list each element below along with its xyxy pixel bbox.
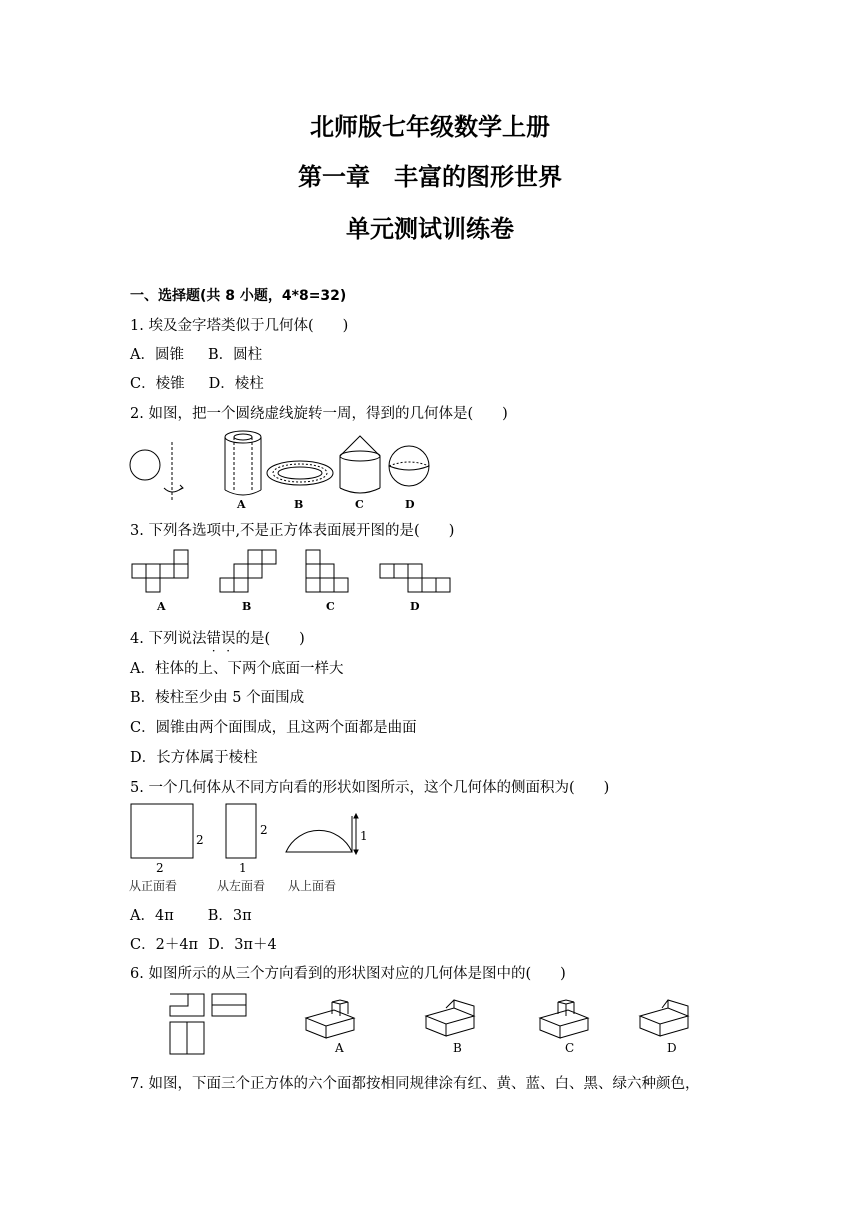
q1-options-cd (130, 372, 264, 393)
q7-stem: 7. 如图，下面三个正方体的六个面都按相同规律涂有红、黄、蓝、白、黑、绿六种颜色， (130, 1076, 700, 1092)
q6-label-c: C (565, 1041, 575, 1055)
q6-label-a: A (335, 1041, 344, 1055)
q3-net-a (132, 550, 188, 592)
q6-solid-a (306, 1000, 354, 1038)
q6-figure (160, 986, 700, 1058)
q2-stem: 2. 如图，把一个圆绕虚线旋转一周，得到的几何体是( ) (130, 406, 508, 422)
q4-emphasis-1: 错 (206, 631, 221, 647)
q5-top-view (286, 830, 352, 852)
q5-left-width: 1 (239, 861, 247, 875)
q5-left-view (226, 804, 256, 858)
q6-label-d: D (667, 1041, 677, 1055)
q5-option-d: D．3π＋4 (208, 937, 277, 953)
q4-option-a: A．柱体的上、下两个底面一样大 (130, 661, 344, 677)
q2-figure (128, 428, 448, 512)
q4-emphasis-2: 误 (220, 631, 236, 647)
q2-option-b-ring (267, 461, 333, 485)
q5-options-cd (130, 933, 277, 954)
q3-label-c: C (326, 600, 335, 613)
q5-caption-front: 从正面看 (129, 879, 178, 893)
q5-option-c: C．2＋4π (130, 937, 199, 953)
q4-option-d: D．长方体属于棱柱 (130, 750, 258, 766)
q3-net-c (306, 550, 348, 592)
q5-caption-left: 从左面看 (217, 879, 266, 893)
q1-option-d: D．棱柱 (208, 376, 264, 392)
q1-options-ab (130, 343, 262, 364)
q2-label-c: C (355, 498, 364, 511)
q2-label-b: B (294, 498, 304, 511)
q3-net-b (220, 550, 276, 592)
q5-option-b: B．3π (207, 908, 252, 924)
q4-option-b: B．棱柱至少由 5 个面围成 (130, 690, 305, 706)
q6-solid-c (540, 1000, 588, 1038)
q6-stem: 6. 如图所示的从三个方向看到的形状图对应的几何体是图中的( ) (130, 966, 566, 982)
q4-stem-pre: 4. 下列说法 (130, 631, 207, 647)
q5-stem: 5. 一个几何体从不同方向看的形状如图所示，这个几何体的侧面积为( ) (130, 780, 610, 796)
doc-title-line2: 第一章 丰富的图形世界 (298, 163, 562, 191)
q3-stem: 3. 下列各选项中,不是正方体表面展开图的是( ) (130, 523, 455, 539)
q1-option-b: B．圆柱 (207, 347, 263, 363)
q2-label-d: D (405, 498, 415, 511)
q4-stem-post: 的是( ) (235, 631, 305, 647)
q3-label-d: D (410, 600, 420, 613)
q1-option-a: A．圆锥 (130, 347, 184, 363)
q5-option-a: A．4π (130, 908, 174, 924)
q2-option-c-cone-cylinder (340, 436, 380, 493)
q5-front-height: 2 (196, 833, 204, 847)
q2-circle-with-axis (130, 442, 183, 502)
q3-label-a: A (157, 600, 166, 613)
doc-title-line3: 单元测试训练卷 (346, 215, 514, 243)
q3-figure (128, 544, 458, 616)
q3-label-b: B (242, 600, 252, 613)
q5-options-ab (130, 904, 252, 925)
q6-solid-b (426, 1000, 474, 1036)
q6-three-views (170, 994, 246, 1054)
q1-stem: 1. 埃及金字塔类似于几何体( ) (130, 318, 349, 334)
doc-title-line1: 北师版七年级数学上册 (310, 113, 550, 141)
q2-option-d-sphere (389, 446, 429, 486)
section-heading: 一、选择题(共 8 小题，4*8=32) (130, 288, 347, 304)
q5-left-height: 2 (260, 823, 268, 837)
q5-front-width: 2 (156, 861, 164, 875)
q4-option-c: C．圆锥由两个面围成，且这两个面都是曲面 (130, 720, 417, 736)
q6-solid-d (640, 1000, 688, 1036)
q2-option-a-hollow-cylinder (225, 431, 261, 495)
q2-label-a: A (237, 498, 246, 511)
q5-front-view (131, 804, 193, 858)
q4-stem (130, 627, 305, 648)
q6-label-b: B (453, 1041, 462, 1055)
q5-top-height: 1 (360, 829, 368, 843)
q3-net-d (380, 564, 450, 592)
q5-caption-top: 从上面看 (288, 879, 337, 893)
q1-option-c: C．棱锥 (130, 376, 185, 392)
